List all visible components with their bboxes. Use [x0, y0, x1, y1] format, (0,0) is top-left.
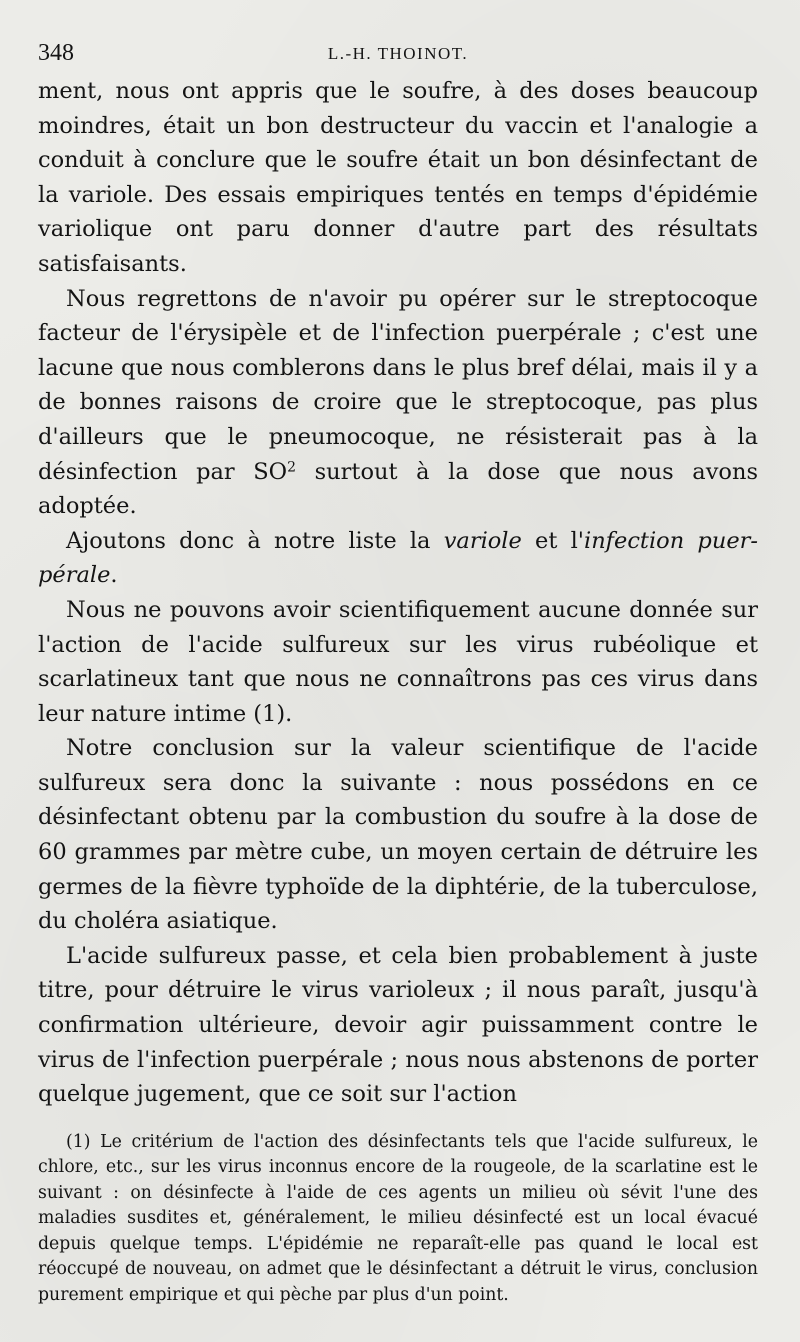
paragraph-ajoutons: [38, 524, 758, 593]
body-text: [38, 74, 758, 1112]
paragraph-text: Nous regrettons de n'avoir pu opérer sur le streptocoque facteur de l'érysipèle et de l'infection puerpérale ; c'est une lacune que nous comblerons dans le plus bref délai, mais il y a de bonnes raisons de croire que le streptocoque, pas plus d'ailleurs que le pneumocoque, ne résisterait pas à la désinfection par SO: [38, 285, 758, 485]
italic-term-infection: infection puerpérale: [38, 527, 758, 589]
paragraph-middle: et l': [521, 527, 584, 554]
page-number: 348: [38, 40, 74, 66]
paragraph-acide-sulfureux: L'acide sulfureux passe, et cela bien probablement à juste titre, pour détruire le virus varioleux ; il nous paraît, jusqu'à confirmation ultérieure, devoir agir puissamment contre le virus de l'infection puerpérale ; nous nous abstenons de porter quelque jugement, que ce soit sur l'action: [38, 942, 758, 1108]
paragraph-virus-rubeolique: Nous ne pouvons avoir scientifiquement aucune donnée sur l'action de l'acide sulfureux sur les virus rubéolique et scarlatineux tant que nous ne connaîtrons pas ces virus dans leur nature intime (1).: [38, 596, 758, 727]
paragraph-text-after: surtout à la dose que nous avons adoptée.: [38, 458, 758, 520]
paragraph-prefix: Ajoutons donc à notre liste la: [66, 527, 444, 554]
footnote: (1) Le critérium de l'action des désinfectants tels que l'acide sulfureux, le chlore, etc., sur les virus inconnus encore de la rougeole, de la scarlatine est le suivant : on désinfecte à l'aide de ces agents un milieu où sévit l'une des maladies susdites et, généralement, le milieu désinfecté est un local évacué depuis quelque temps. L'épidémie ne reparaît-elle pas quand le local est réoccupé de nouveau, on admet que le désinfectant a détruit le virus, conclusion purement empirique et qui pèche par plus d'un point.: [38, 1131, 758, 1305]
running-head: L.-H. THOINOT.: [327, 44, 469, 63]
paragraph-streptocoque: [38, 282, 758, 524]
italic-term-variole: variole: [443, 527, 522, 554]
paragraph-suffix: .: [110, 562, 118, 589]
paragraph-conclusion: Notre conclusion sur la valeur scientifique de l'acide sulfureux sera donc la suivante : nous possédons en ce désinfectant obtenu par la combustion du soufre à la dose de 60 grammes par mètre cube, un moyen certain de détruire les germes de la fièvre typhoïde de la diphtérie, de la tuberculose, du choléra asiatique.: [38, 735, 758, 935]
footnote-spacer: [38, 1112, 758, 1130]
superscript: 2: [287, 458, 296, 475]
paragraph-continuation: ment, nous ont appris que le soufre, à des doses beaucoup moindres, était un bon destructeur du vaccin et l'analogie a conduit à conclure que le soufre était un bon désinfectant de la variole. Des essais empiriques tentés en temps d'épidémie variolique ont paru donner d'autre part des résultats satisfaisants.: [38, 78, 758, 277]
page-header: [38, 40, 758, 74]
